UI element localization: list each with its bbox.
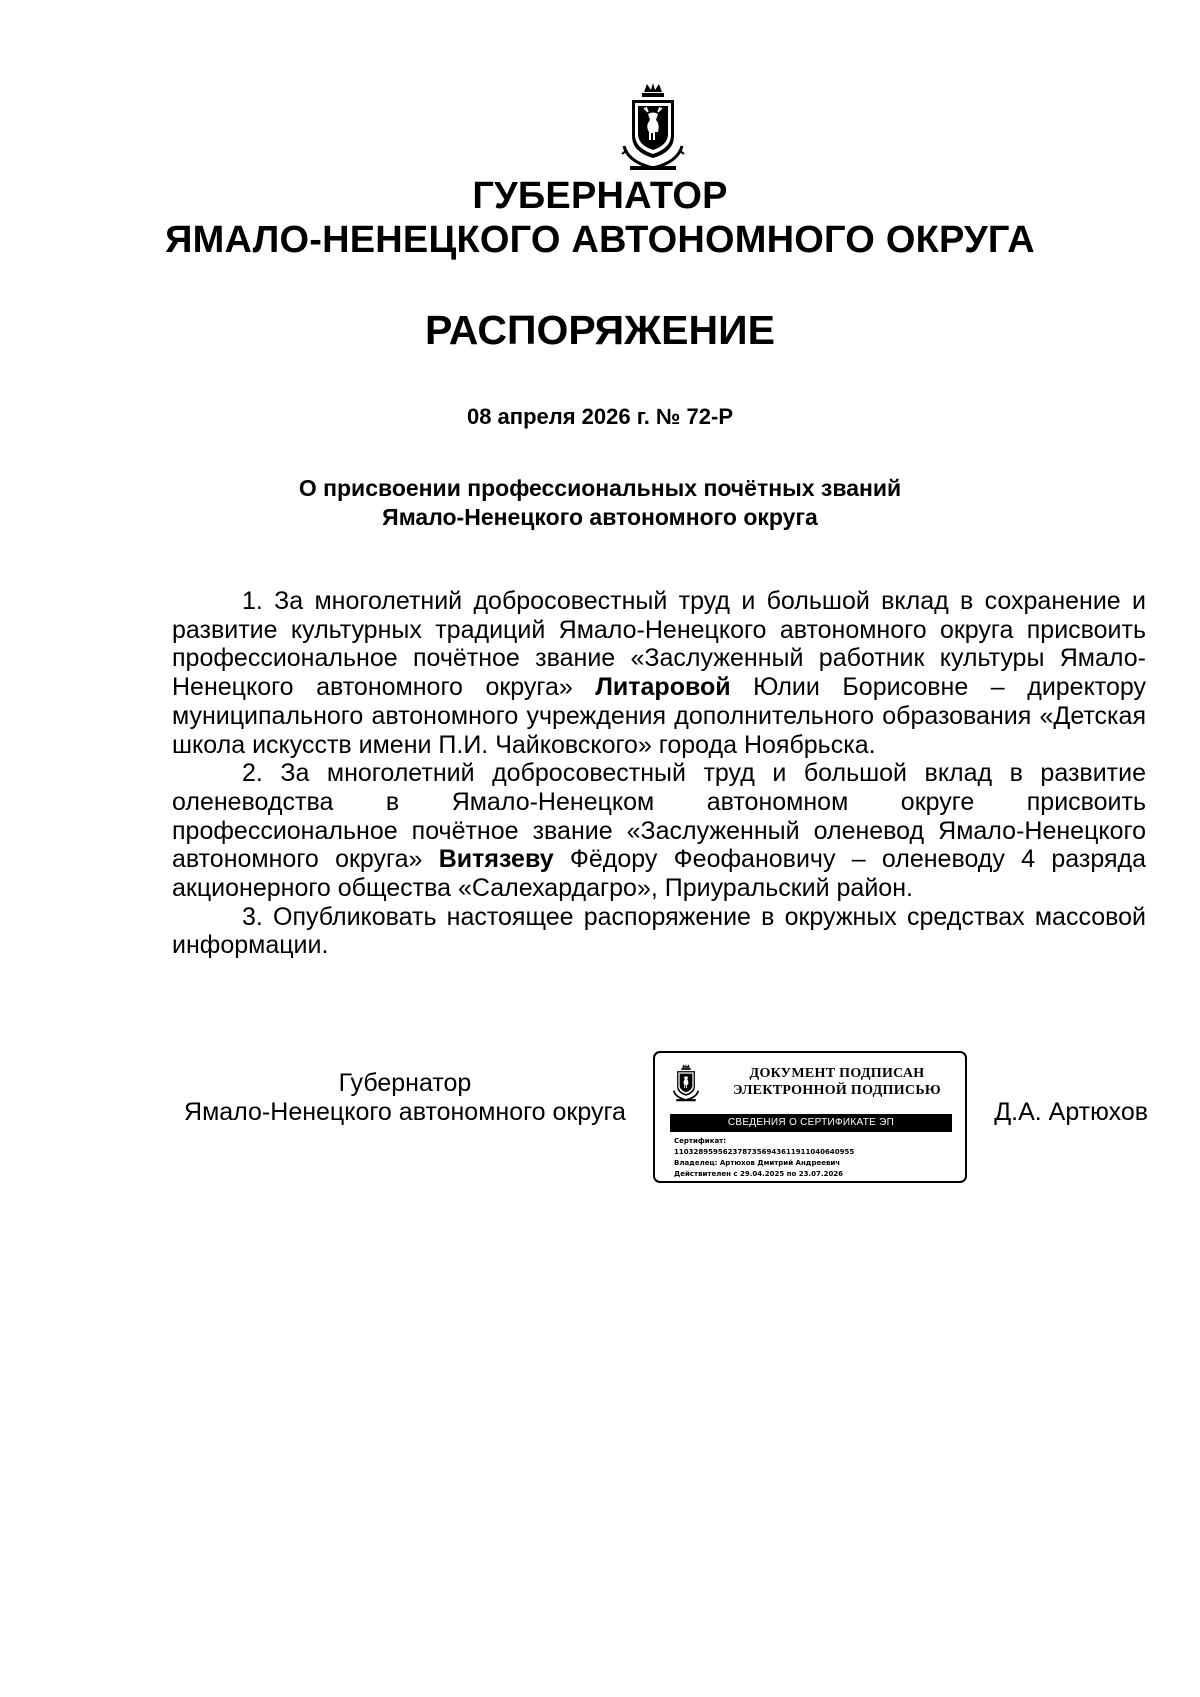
certificate-info-bar: СВЕДЕНИЯ О СЕРТИФИКАТЕ ЭП [670,1114,952,1132]
document-body [172,587,1146,960]
certificate-label: Сертификат: [674,1137,727,1145]
awardee-surname: Витязеву [438,845,554,874]
subject-line: Ямало-Ненецкого автономного округа [382,504,818,530]
document-type: РАСПОРЯЖЕНИЕ [425,307,775,353]
signatory-position: Губернатор Ямало-Ненецкого автономного округа [184,1069,626,1126]
signatory-name: Д.А. Артюхов [994,1098,1148,1126]
electronic-signature-stamp [653,1051,967,1183]
paragraph-3: 3. Опубликовать настоящее распоряжение в окружных средствах массовой информации. [172,902,1146,960]
document-subject [0,474,1200,532]
document-date-number: 08 апреля 2026 г. № 72-Р [466,404,734,429]
certificate-owner: Владелец: Артюхов Дмитрий Андреевич [674,1159,841,1167]
coat-of-arms-icon [672,1063,700,1103]
issuer-title: ГУБЕРНАТОР [472,175,728,217]
coat-of-arms-emblem [620,82,686,174]
certificate-number: 1103289595623787356943611911040640955 [674,1148,855,1156]
certificate-validity: Действителен с 29.04.2025 по 23.07.2026 [674,1170,844,1178]
issuer-region: ЯМАЛО-НЕНЕЦКОГО АВТОНОМНОГО ОКРУГА [165,219,1035,261]
paragraph-2: 2. За многолетний добросовестный труд и большой вклад в развитие оленеводства в Ямало-Ненецком автономном округе присвоить профессиональное почётное звание «Заслуженный оленевод Ямало-Ненецкого автономного округа» Витязеву Фёдору Феофановичу – оленеводу 4 разряда акционерного общества «Салехардагро», Приуральский район. [172,759,1146,903]
stamp-title: ДОКУМЕНТ ПОДПИСАН ЭЛЕКТРОННОЙ ПОДПИСЬЮ [733,1066,941,1098]
awardee-surname: Литаровой [595,673,731,702]
subject-line: О присвоении профессиональных почётных званий [298,475,902,501]
paragraph-1: 1. За многолетний добросовестный труд и большой вклад в сохранение и развитие культурных традиций Ямало-Ненецкого автономного округа присвоить профессиональное почётное звание «Заслуженный работник культуры Ямало-Ненецкого автономного округа» Литаровой Юлии Борисовне – директору муниципального автономного учреждения дополнительного образования «Детская школа искусств имени П.И. Чайковского» города Ноябрьска. [172,587,1146,759]
certificate-details [674,1136,960,1180]
